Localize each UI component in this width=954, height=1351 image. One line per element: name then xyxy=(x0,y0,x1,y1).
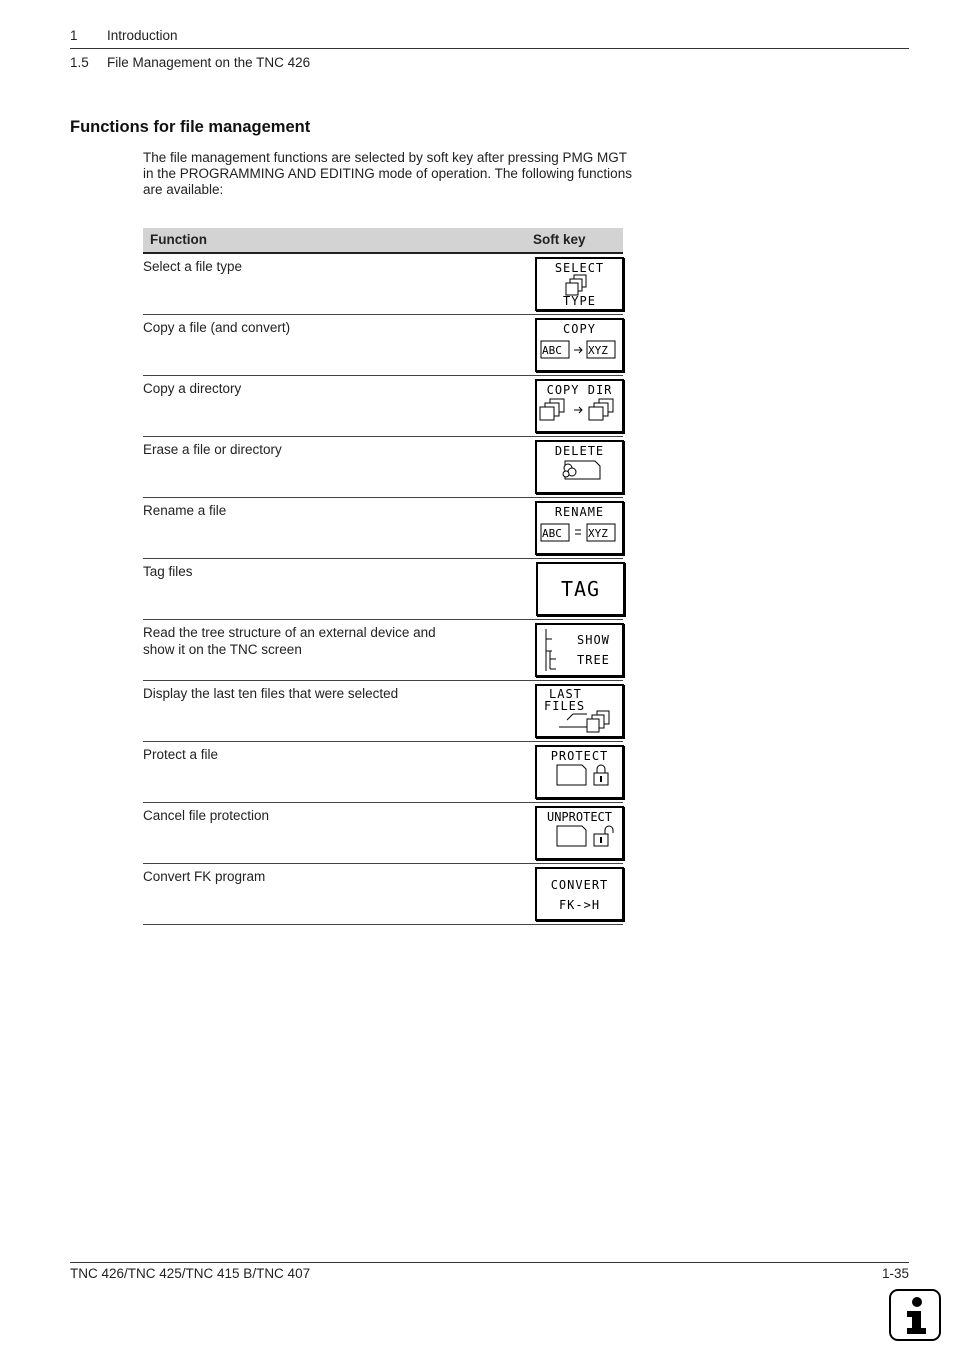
copy-softkey[interactable] xyxy=(535,318,624,372)
delete-softkey[interactable] xyxy=(535,440,624,494)
header-softkey: Soft key xyxy=(533,232,586,247)
show-tree-softkey[interactable] xyxy=(535,623,624,677)
table-row xyxy=(143,315,623,376)
copy-dir-icon xyxy=(537,381,622,431)
footer-model: TNC 426/TNC 425/TNC 415 B/TNC 407 xyxy=(70,1266,311,1281)
softkey-label: DELETE xyxy=(554,444,605,458)
delete-file-icon xyxy=(537,442,622,492)
header-function: Function xyxy=(150,232,207,247)
table-row xyxy=(143,254,623,315)
target-name: XYZ xyxy=(588,527,608,540)
softkey-label: SELECT xyxy=(554,261,605,275)
page-title: Functions for file management xyxy=(70,118,311,136)
info-icon xyxy=(889,1289,941,1341)
copy-dir-softkey[interactable] xyxy=(535,379,624,433)
functions-table xyxy=(143,228,623,925)
rename-softkey[interactable] xyxy=(535,501,624,555)
softkey-label: RENAME xyxy=(554,505,605,519)
function-label: Select a file type xyxy=(143,259,243,274)
page-number: 1-35 xyxy=(881,1266,909,1281)
lock-closed-icon xyxy=(537,747,622,797)
softkey-label: UNPROTECT xyxy=(546,810,613,824)
softkey-label-bottom: TREE xyxy=(577,653,610,667)
source-name: ABC xyxy=(542,527,562,540)
table-row xyxy=(143,498,623,559)
softkey-label: SHOW xyxy=(577,633,610,647)
function-label: Cancel file protection xyxy=(143,808,270,823)
tag-softkey[interactable] xyxy=(536,562,625,616)
table-row xyxy=(143,376,623,437)
table-row xyxy=(143,437,623,498)
protect-softkey[interactable] xyxy=(535,745,624,799)
table-row xyxy=(143,742,623,803)
header-chapter xyxy=(70,28,178,43)
function-label: Convert FK program xyxy=(143,869,266,884)
intro-paragraph: The file management functions are selected by soft key after pressing PMG MGT in the PROGRAMMING AND EDITING mode of operation. The following functions are available: xyxy=(143,150,632,197)
softkey-label: PROTECT xyxy=(550,749,609,763)
last-files-icon xyxy=(537,686,622,736)
section-number: 1.5 xyxy=(70,55,89,70)
function-label: Rename a file xyxy=(143,503,227,518)
last-files-softkey[interactable] xyxy=(535,684,624,738)
function-label: Copy a file (and convert) xyxy=(143,320,291,335)
convert-softkey[interactable] xyxy=(535,867,624,921)
table-row xyxy=(143,681,623,742)
target-name: XYZ xyxy=(588,344,608,357)
function-label: Display the last ten files that were selected xyxy=(143,686,399,701)
section-title: File Management on the TNC 426 xyxy=(107,55,311,70)
softkey-label: LAST xyxy=(549,687,582,701)
softkey-label: COPY DIR xyxy=(546,383,613,397)
lock-open-icon xyxy=(537,808,622,858)
table-header xyxy=(143,228,623,254)
select-type-softkey[interactable] xyxy=(535,257,624,311)
function-label: Protect a file xyxy=(143,747,219,762)
function-label: Read the tree structure of an external device and show it on the TNC screen xyxy=(143,625,436,657)
table-row xyxy=(143,620,623,681)
function-label: Copy a directory xyxy=(143,381,242,396)
table-row xyxy=(143,864,623,925)
function-label: Tag files xyxy=(143,564,193,579)
tag-icon: TAG xyxy=(560,577,601,601)
header-section xyxy=(70,55,310,70)
source-name: ABC xyxy=(542,344,562,357)
softkey-label-bottom: FILES xyxy=(544,699,586,713)
header-rule xyxy=(70,48,909,49)
function-label: Erase a file or directory xyxy=(143,442,282,457)
chapter-title: Introduction xyxy=(107,28,178,43)
footer-rule xyxy=(70,1262,909,1263)
table-row xyxy=(143,559,623,620)
softkey-label-bottom: TYPE xyxy=(563,294,596,308)
table-row xyxy=(143,803,623,864)
softkey-label: CONVERT xyxy=(550,878,609,892)
chapter-number: 1 xyxy=(70,28,78,43)
softkey-label: COPY xyxy=(563,322,596,336)
unprotect-softkey[interactable] xyxy=(535,806,624,860)
softkey-label-bottom: FK->H xyxy=(558,898,601,912)
